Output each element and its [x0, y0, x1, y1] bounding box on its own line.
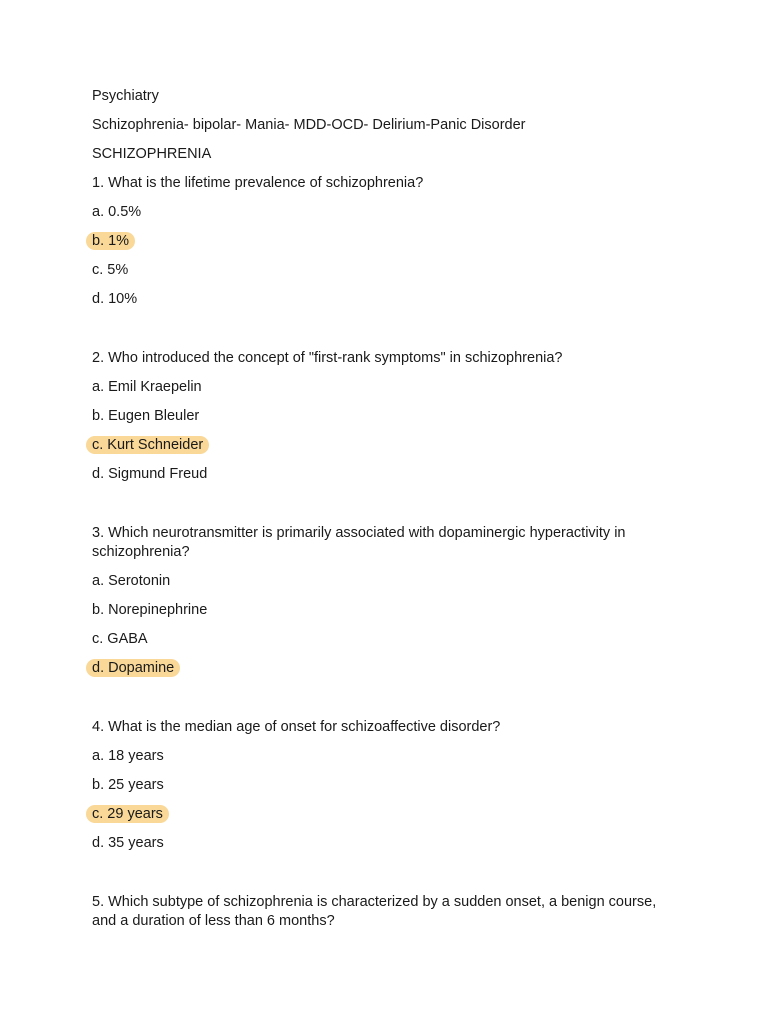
question-3-option-d-highlighted — [92, 659, 180, 678]
answer-highlight: c. 29 years — [86, 805, 169, 823]
answer-highlight: d. Dopamine — [86, 659, 180, 677]
section-heading: SCHIZOPHRENIA — [92, 146, 212, 162]
question-1-option-b-highlighted — [92, 232, 135, 251]
question-2-option-d: d. Sigmund Freud — [92, 466, 208, 482]
question-3-option-b: b. Norepinephrine — [92, 602, 208, 618]
question-2-option-a: a. Emil Kraepelin — [92, 379, 202, 395]
answer-highlight: b. 1% — [86, 232, 135, 250]
question-1-option-d: d. 10% — [92, 291, 138, 307]
question-4-text: 4. What is the median age of onset for schizoaffective disorder? — [92, 719, 501, 735]
answer-highlight: c. Kurt Schneider — [86, 436, 209, 454]
question-1-text: 1. What is the lifetime prevalence of schizophrenia? — [92, 175, 424, 191]
question-2-option-b: b. Eugen Bleuler — [92, 408, 200, 424]
question-3-option-c: c. GABA — [92, 631, 148, 647]
question-4-option-b: b. 25 years — [92, 777, 164, 793]
question-4-option-d: d. 35 years — [92, 835, 164, 851]
question-3-text: 3. Which neurotransmitter is primarily associated with dopaminergic hyperactivity in schizophrenia? — [92, 525, 626, 560]
question-5-text: 5. Which subtype of schizophrenia is characterized by a sudden onset, a benign course, and a duration of less than 6 months? — [92, 894, 657, 929]
question-1-option-a: a. 0.5% — [92, 204, 142, 220]
document-title: Psychiatry — [92, 88, 159, 104]
document-subtitle: Schizophrenia- bipolar- Mania- MDD-OCD- Delirium-Panic Disorder — [92, 117, 526, 133]
question-2-text: 2. Who introduced the concept of "first-rank symptoms" in schizophrenia? — [92, 350, 563, 366]
question-2-option-c-highlighted — [92, 436, 209, 455]
question-4-option-a: a. 18 years — [92, 748, 164, 764]
question-3-option-a: a. Serotonin — [92, 573, 171, 589]
question-1-option-c: c. 5% — [92, 262, 129, 278]
question-4-option-c-highlighted — [92, 805, 169, 824]
